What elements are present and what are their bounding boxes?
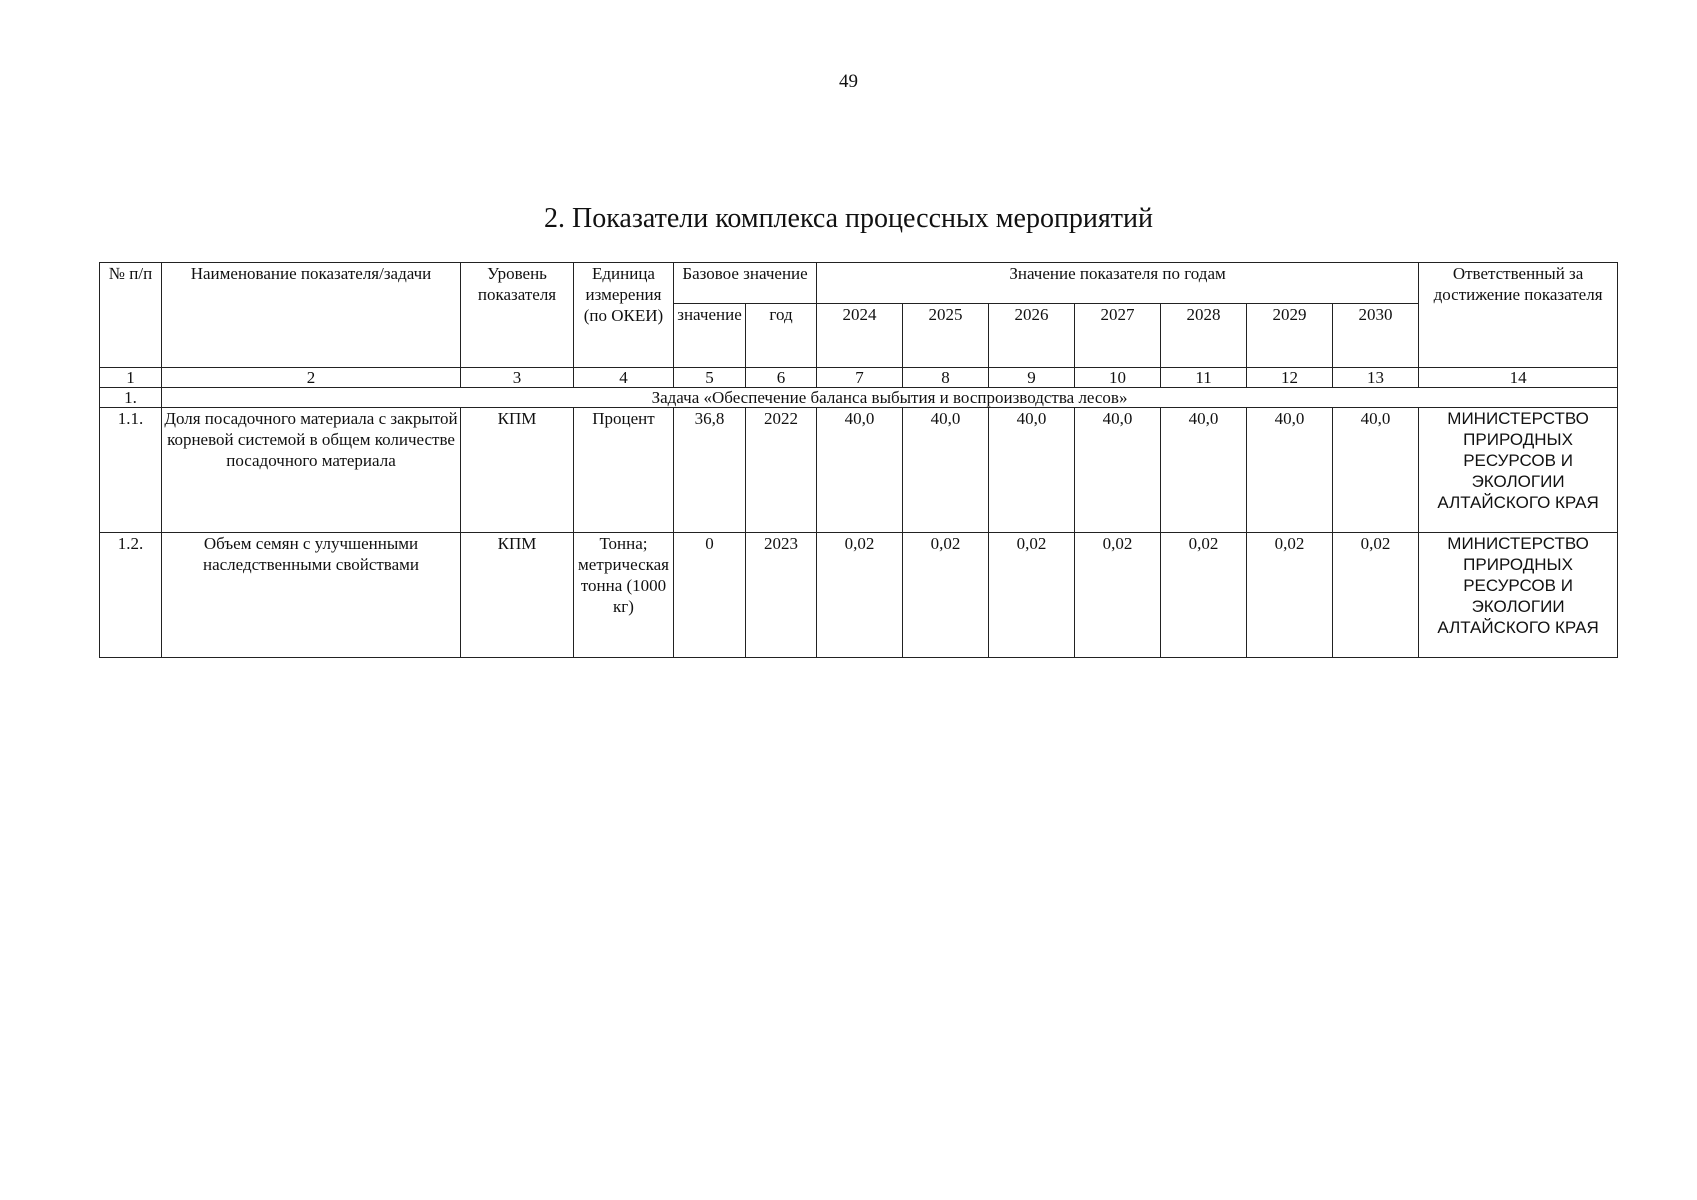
column-number: 2 [162,368,461,388]
row-base-year: 2022 [746,408,817,533]
header-by-years: Значение показателя по годам [817,263,1419,304]
row-year-value: 40,0 [1161,408,1247,533]
row-base-year: 2023 [746,533,817,658]
row-year-value: 0,02 [989,533,1075,658]
row-responsible: МИНИСТЕРСТВО ПРИРОДНЫХ РЕСУРСОВ И ЭКОЛОГИИ АЛТАЙСКОГО КРАЯ [1419,408,1618,533]
row-unit: Процент [574,408,674,533]
row-name: Доля посадочного материала с закрытой корневой системой в общем количестве посадочного материала [162,408,461,533]
row-base-value: 0 [674,533,746,658]
header-year: 2026 [989,304,1075,368]
header-num: № п/п [100,263,162,368]
header-year: 2025 [903,304,989,368]
header-year: 2027 [1075,304,1161,368]
table-row [100,533,1618,658]
row-year-value: 0,02 [1333,533,1419,658]
column-number: 6 [746,368,817,388]
indicators-table [99,262,1618,658]
section-title: 2. Показатели комплекса процессных мероприятий [543,203,1153,234]
header-base-value: значение [674,304,746,368]
row-year-value: 40,0 [989,408,1075,533]
column-number: 1 [100,368,162,388]
row-year-value: 0,02 [903,533,989,658]
task-row [100,388,1618,408]
column-number: 3 [461,368,574,388]
column-number: 14 [1419,368,1618,388]
column-number: 5 [674,368,746,388]
row-name: Объем семян с улучшенными наследственными свойствами [162,533,461,658]
task-num: 1. [100,388,162,408]
header-name: Наименование показателя/задачи [162,263,461,368]
row-year-value: 0,02 [817,533,903,658]
column-number: 12 [1247,368,1333,388]
page-number: 49 [839,71,858,92]
row-year-value: 40,0 [1075,408,1161,533]
column-number: 11 [1161,368,1247,388]
header-year: 2028 [1161,304,1247,368]
column-number: 7 [817,368,903,388]
row-year-value: 40,0 [1333,408,1419,533]
header-level: Уровень показателя [461,263,574,368]
row-year-value: 0,02 [1161,533,1247,658]
row-num: 1.1. [100,408,162,533]
row-year-value: 40,0 [903,408,989,533]
row-responsible: МИНИСТЕРСТВО ПРИРОДНЫХ РЕСУРСОВ И ЭКОЛОГИИ АЛТАЙСКОГО КРАЯ [1419,533,1618,658]
row-year-value: 40,0 [1247,408,1333,533]
column-number: 10 [1075,368,1161,388]
task-title: Задача «Обеспечение баланса выбытия и воспроизводства лесов» [162,388,1618,408]
column-number: 4 [574,368,674,388]
header-responsible: Ответственный за достижение показателя [1419,263,1618,368]
row-level: КПМ [461,533,574,658]
row-num: 1.2. [100,533,162,658]
header-year: 2024 [817,304,903,368]
row-base-value: 36,8 [674,408,746,533]
header-year: 2030 [1333,304,1419,368]
column-numbers-row [100,368,1618,388]
header-year: 2029 [1247,304,1333,368]
header-row-1 [100,263,1618,304]
row-unit: Тонна; метрическая тонна (1000 кг) [574,533,674,658]
column-number: 8 [903,368,989,388]
row-year-value: 0,02 [1075,533,1161,658]
row-year-value: 40,0 [817,408,903,533]
column-number: 9 [989,368,1075,388]
header-base: Базовое значение [674,263,817,304]
header-base-year: год [746,304,817,368]
header-unit: Единица измерения (по ОКЕИ) [574,263,674,368]
column-number: 13 [1333,368,1419,388]
table-row [100,408,1618,533]
row-year-value: 0,02 [1247,533,1333,658]
row-level: КПМ [461,408,574,533]
